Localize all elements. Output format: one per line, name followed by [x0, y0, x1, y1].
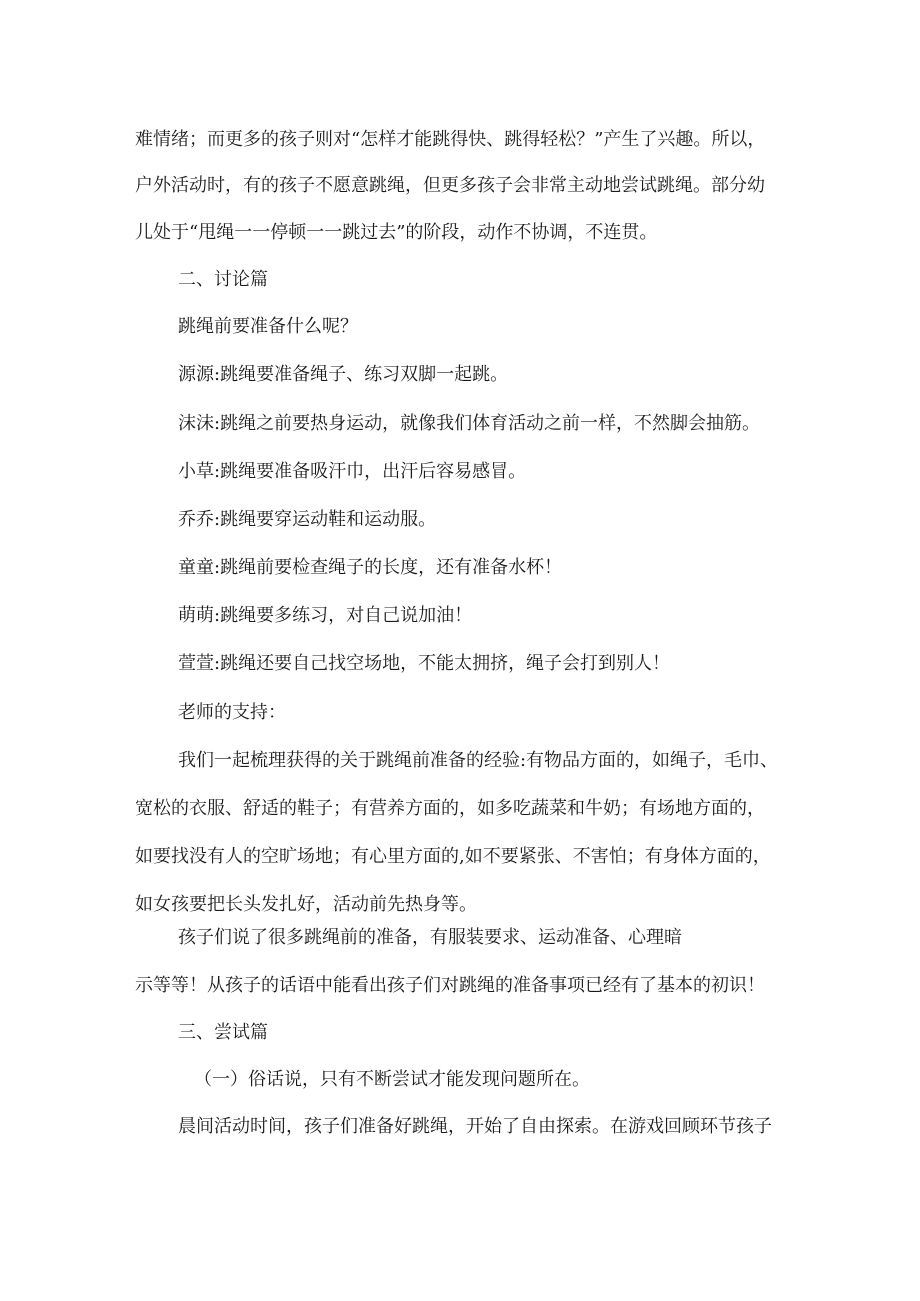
section-heading: 三、尝试篇: [178, 1022, 268, 1043]
dialogue-line: 童童:跳绳前要检查绳子的长度，还有准备水杯！: [178, 557, 563, 578]
paragraph-line: 儿处于“甩绳一一停顿一一跳过去”的阶段，动作不协调，不连贯。: [135, 222, 658, 243]
paragraph-line: 示等等！从孩子的话语中能看出孩子们对跳绳的准备事项已经有了基本的初识！: [135, 975, 765, 996]
section-heading: 二、讨论篇: [178, 269, 268, 290]
paragraph-line: 我们一起梳理获得的关于跳绳前准备的经验:有物品方面的，如绳子，毛巾、: [178, 750, 779, 771]
paragraph-line: 晨间活动时间，孩子们准备好跳绳，开始了自由探索。在游戏回顾环节孩子: [178, 1116, 772, 1137]
dialogue-line: 萌萌:跳绳要多练习，对自己说加油！: [178, 605, 473, 626]
paragraph-line: 户外活动时，有的孩子不愿意跳绳，但更多孩子会非常主动地尝试跳绳。部分幼: [135, 175, 765, 196]
dialogue-line: 源源:跳绳要准备绳子、练习双脚一起跳。: [178, 364, 509, 385]
paragraph-line: 宽松的衣服、舒适的鞋子；有营养方面的，如多吃蔬菜和牛奶；有场地方面的，: [135, 798, 765, 819]
dialogue-line: 萱萱:跳绳还要自己找空场地，不能太拥挤，绳子会打到别人！: [178, 653, 671, 674]
dialogue-line: 乔乔:跳绳要穿运动鞋和运动服。: [178, 509, 437, 530]
dialogue-line: 小草:跳绳要准备吸汗巾，出汗后容易感冒。: [178, 461, 527, 482]
subheading: 老师的支持：: [178, 702, 286, 723]
paragraph-line: 如女孩要把长头发扎好，活动前先热身等。: [135, 894, 477, 915]
paragraph-line: 孩子们说了很多跳绳前的准备，有服装要求、运动准备、心理暗: [178, 927, 682, 948]
question-line: 跳绳前要准备什么呢？: [178, 316, 358, 337]
paragraph-line: 难情绪；而更多的孩子则对“怎样才能跳得快、跳得轻松？”产生了兴趣。所以，: [135, 129, 766, 150]
subheading: （一）俗话说，只有不断尝试才能发现问题所在。: [194, 1069, 590, 1090]
dialogue-line: 沫沫:跳绳之前要热身运动，就像我们体育活动之前一样，不然脚会抽筋。: [178, 413, 761, 434]
paragraph-line: 如要找没有人的空旷场地；有心里方面的,如不要紧张、不害怕；有身体方面的，: [135, 846, 771, 867]
